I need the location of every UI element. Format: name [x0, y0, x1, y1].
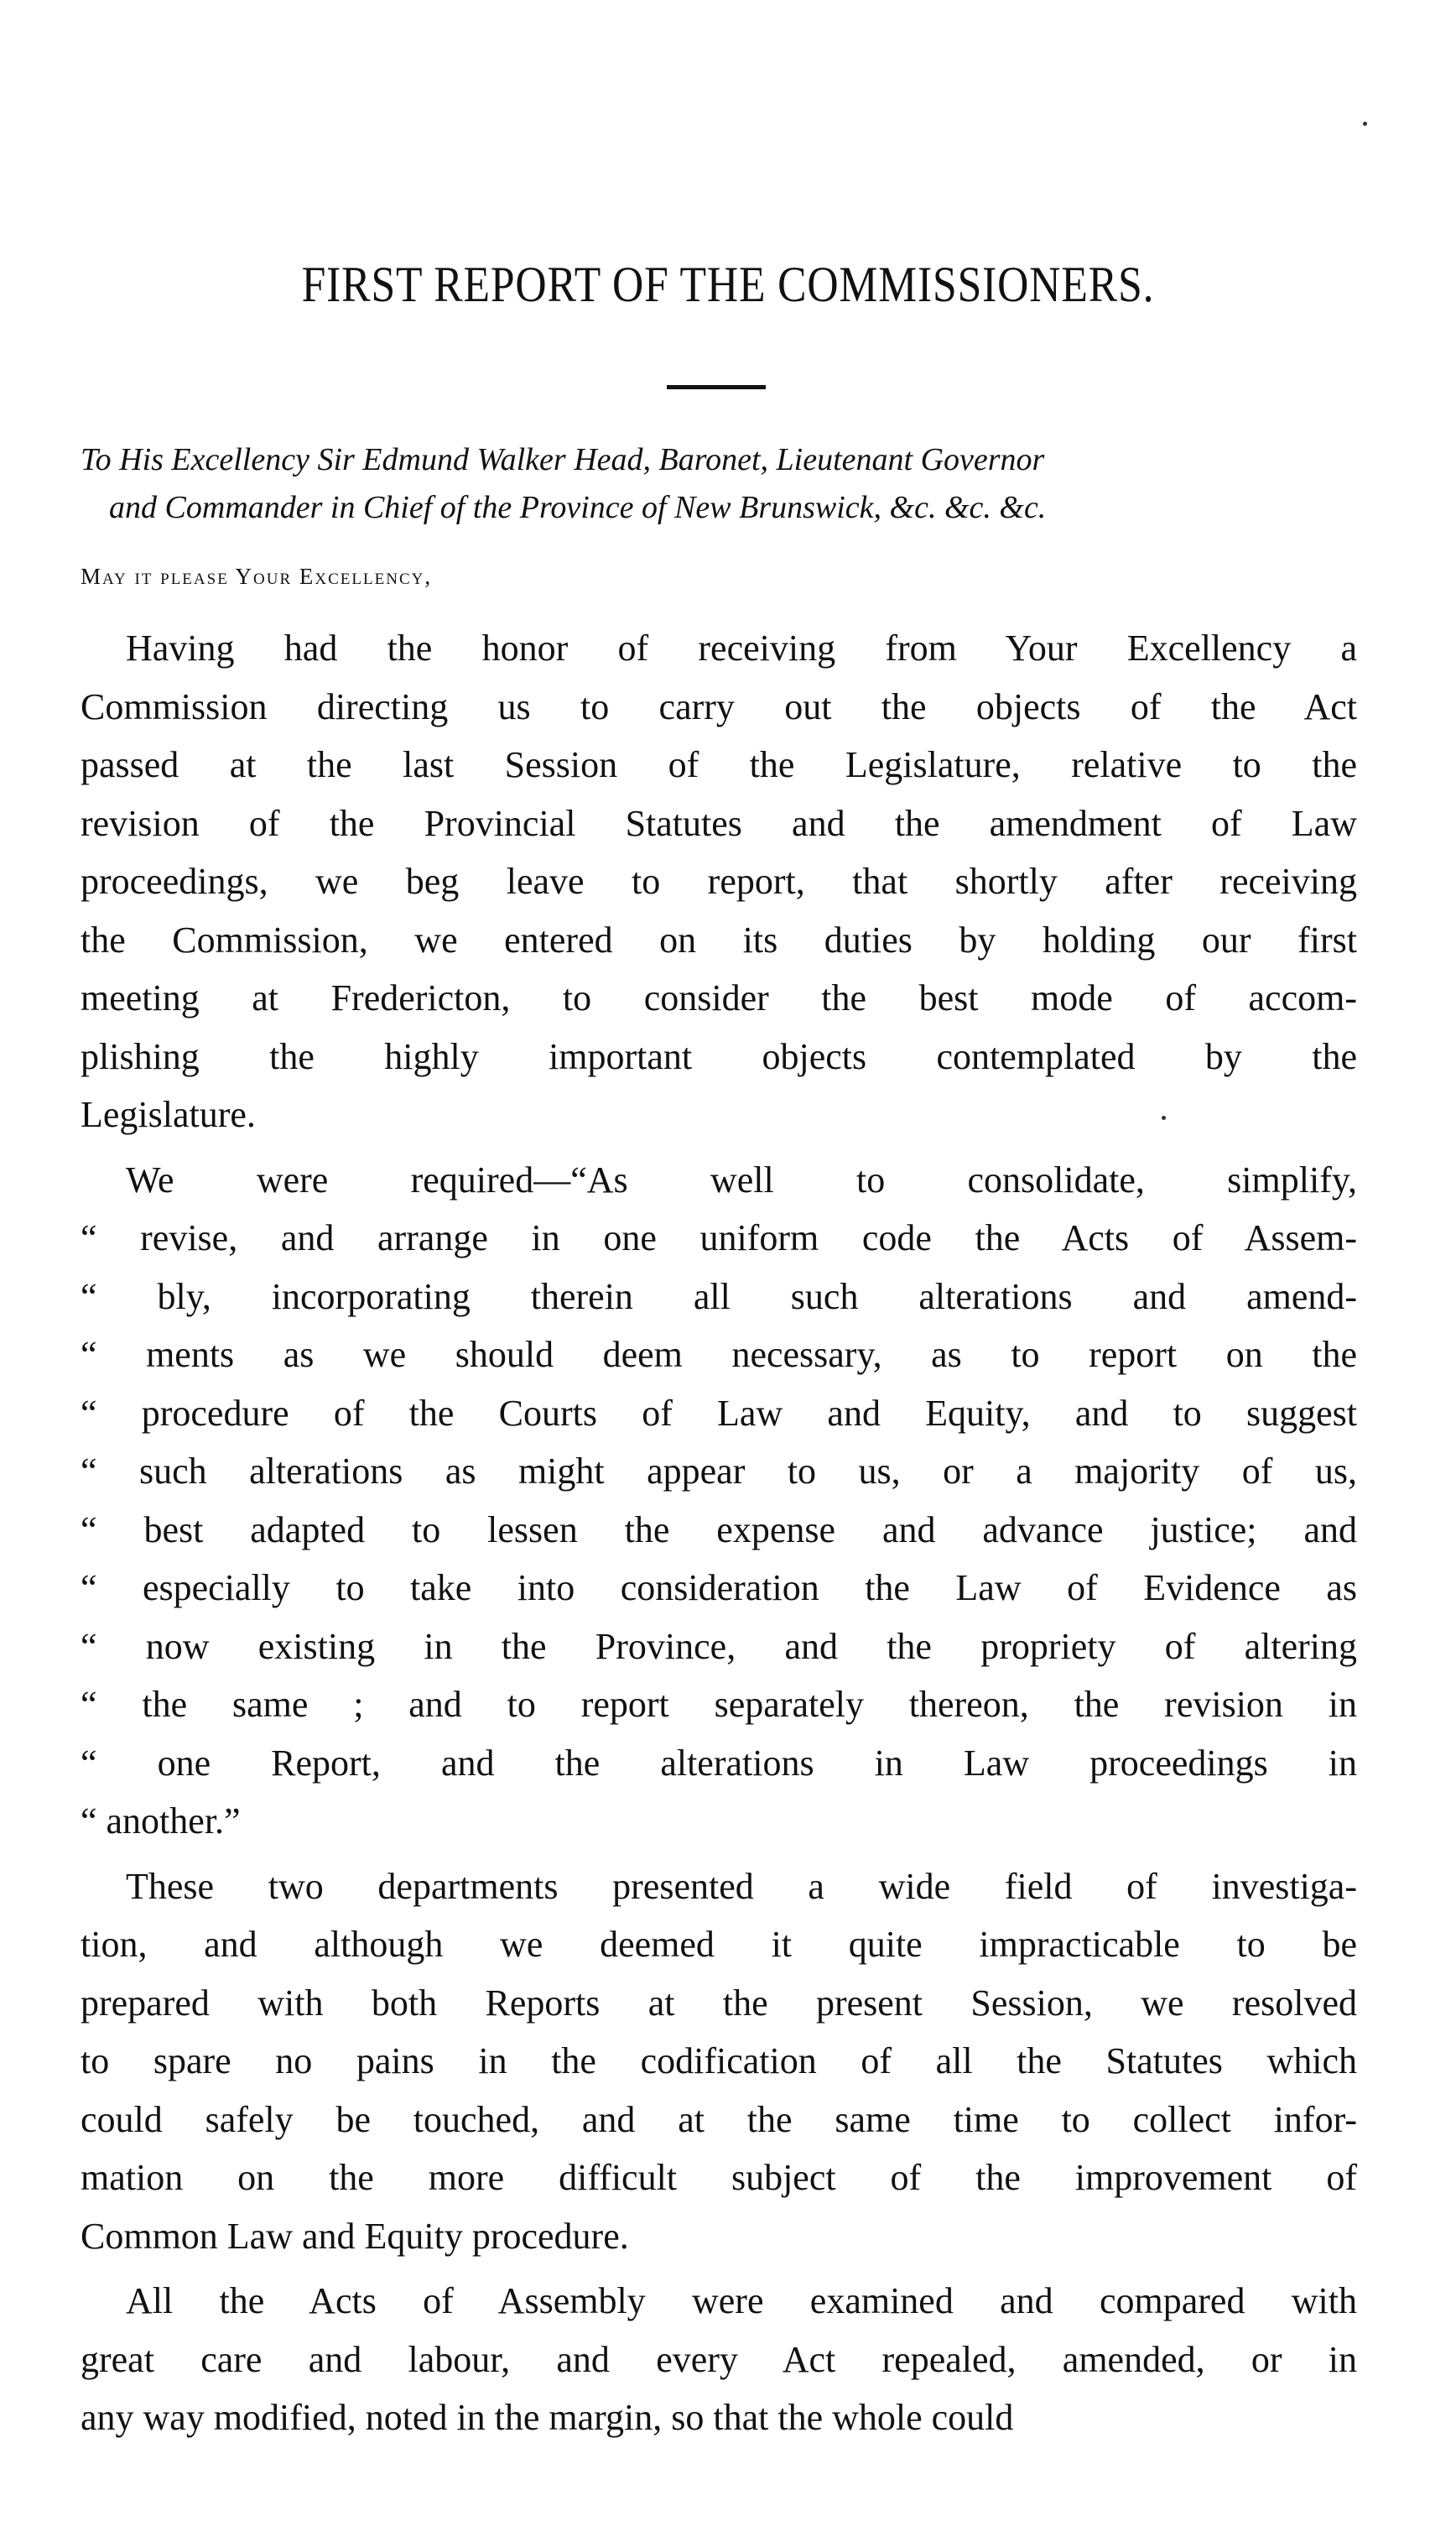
- text-line: to spare no pains in the codification of all the Statutes which: [81, 2040, 1357, 2081]
- text-line: great care and labour, and every Act repealed, amended, or in: [81, 2338, 1357, 2380]
- text-line: mation on the more difficult subject of the improvement of: [81, 2157, 1357, 2198]
- text-line: “ such alterations as might appear to us, or a majority of us,: [81, 1451, 1357, 1492]
- text-line: Having had the honor of receiving from Your Excellency a: [126, 628, 1357, 669]
- text-line: plishing the highly important objects contemplated by the: [81, 1035, 1357, 1077]
- text-line: any way modified, noted in the margin, so that the whole could: [81, 2397, 1014, 2438]
- text-line: All the Acts of Assembly were examined and compared with: [126, 2280, 1357, 2321]
- page-speck: [1363, 122, 1367, 126]
- paragraph: [81, 1151, 1357, 1851]
- text-line: Legislature.: [81, 1094, 256, 1135]
- text-line: “ the same ; and to report separately thereon, the revision in: [81, 1684, 1357, 1725]
- text-line: “ best adapted to lessen the expense and advance justice; and: [81, 1508, 1357, 1550]
- text-line: the Commission, we entered on its duties by holding our first: [81, 919, 1357, 961]
- text-line: “ another.”: [81, 1800, 241, 1841]
- page-speck: [1162, 1116, 1166, 1120]
- text-line: prepared with both Reports at the present Session, we resolved: [81, 1982, 1357, 2024]
- page-title: FIRST REPORT OF THE COMMISSIONERS.: [301, 257, 1155, 312]
- paragraph: [81, 619, 1357, 1144]
- text-line: passed at the last Session of the Legislature, relative to the: [81, 744, 1357, 785]
- text-line: “ revise, and arrange in one uniform code the Acts of Assem-: [81, 1217, 1357, 1258]
- paragraph: [81, 1857, 1357, 2266]
- address-block: [81, 436, 1381, 532]
- text-line: “ procedure of the Courts of Law and Equity, and to suggest: [81, 1392, 1357, 1434]
- paragraph-gap: [81, 1144, 1357, 1151]
- paragraph: [81, 2272, 1357, 2447]
- text-line: “ especially to take into consideration the Law of Evidence as: [81, 1567, 1357, 1608]
- text-line: Commission directing us to carry out the objects of the Act: [81, 685, 1357, 727]
- address-line: To His Excellency Sir Edmund Walker Head, Baronet, Lieutenant Governor: [81, 442, 1045, 477]
- text-line: “ now existing in the Province, and the propriety of altering: [81, 1625, 1357, 1667]
- address-line: and Commander in Chief of the Province of New Brunswick, &c. &c. &c.: [109, 490, 1047, 525]
- text-line: These two departments presented a wide field of investiga-: [126, 1865, 1357, 1907]
- text-line: Common Law and Equity procedure.: [81, 2215, 629, 2257]
- text-line: “ one Report, and the alterations in Law proceedings in: [81, 1742, 1357, 1784]
- title-divider-rule: [667, 385, 766, 389]
- text-line: We were required—“As well to consolidate, simplify,: [126, 1159, 1357, 1201]
- salutation: May it please Your Excellency,: [81, 564, 433, 589]
- text-line: meeting at Fredericton, to consider the best mode of accom-: [81, 977, 1357, 1018]
- body-text: [81, 619, 1357, 2447]
- text-line: proceedings, we beg leave to report, that shortly after receiving: [81, 861, 1357, 902]
- text-line: tion, and although we deemed it quite impracticable to be: [81, 1924, 1357, 1965]
- text-line: could safely be touched, and at the same time to collect infor-: [81, 2098, 1357, 2140]
- paragraph-gap: [81, 1851, 1357, 1857]
- paragraph-gap: [81, 2265, 1357, 2272]
- text-line: revision of the Provincial Statutes and the amendment of Law: [81, 802, 1357, 844]
- text-line: “ bly, incorporating therein all such alterations and amend-: [81, 1275, 1357, 1317]
- text-line: “ ments as we should deem necessary, as to report on the: [81, 1334, 1357, 1375]
